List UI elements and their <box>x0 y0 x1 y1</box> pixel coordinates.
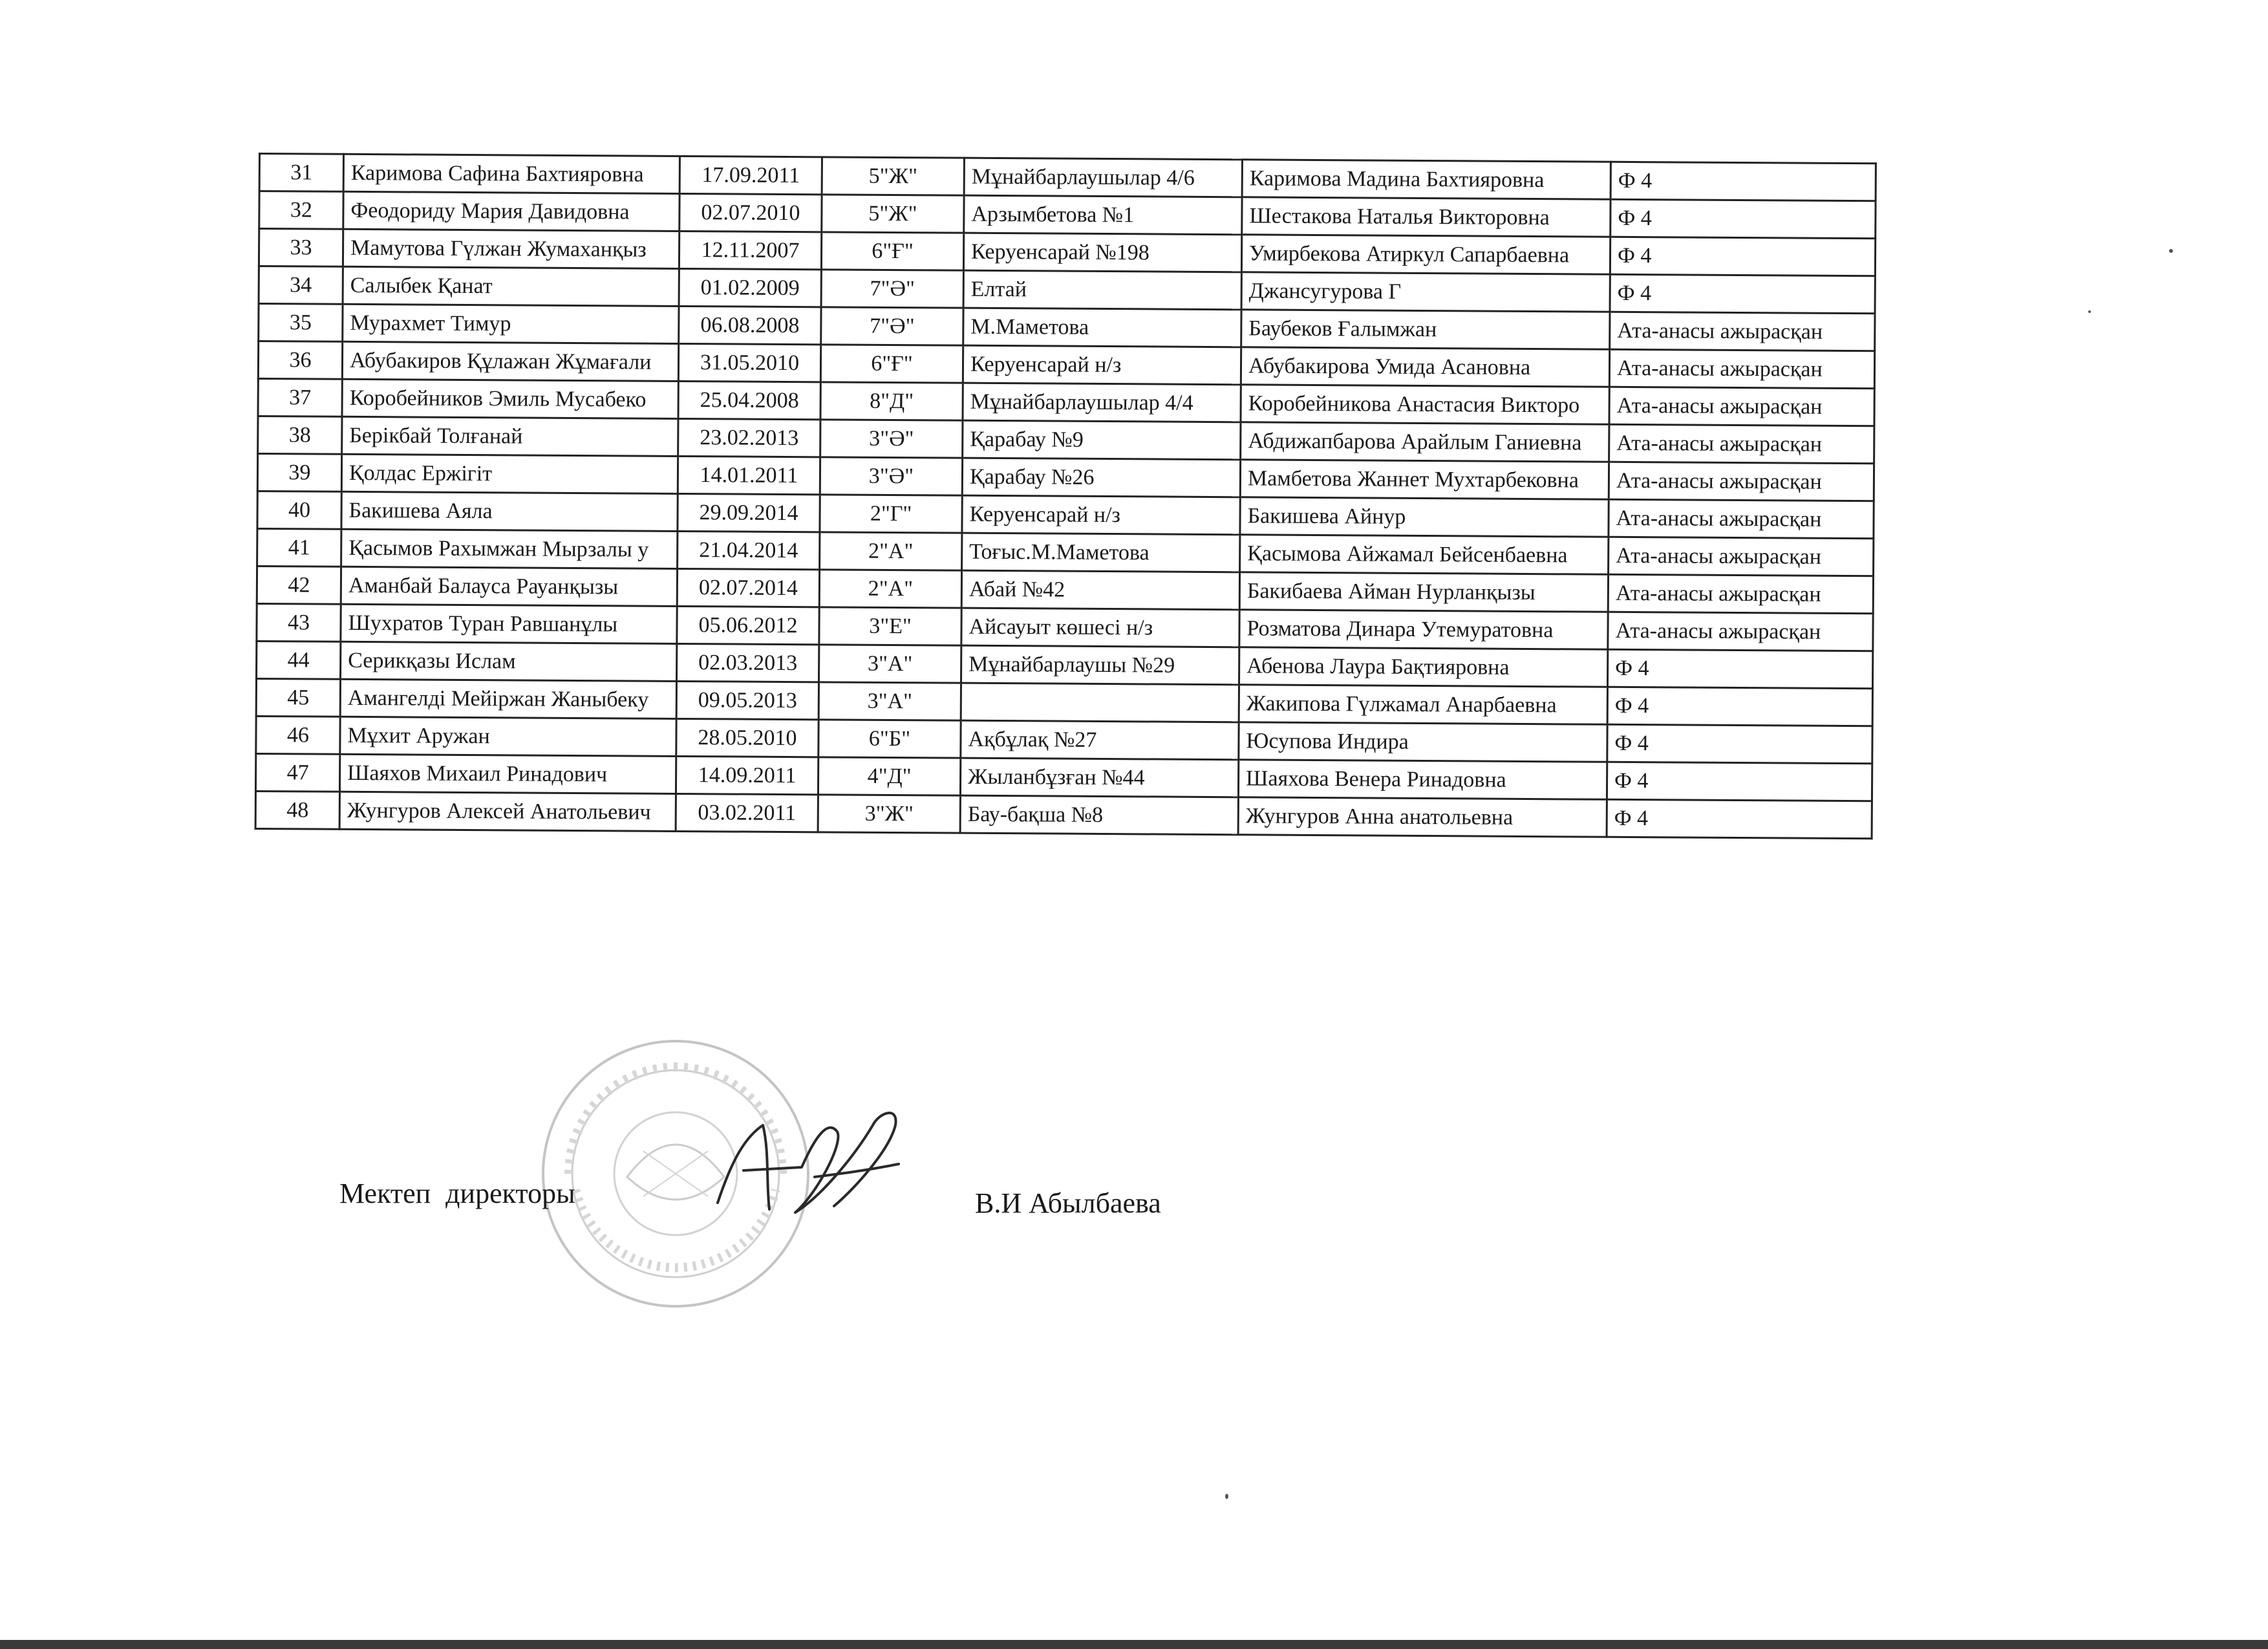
address-cell: Керуенсарай №198 <box>963 233 1241 272</box>
row-number-cell: 32 <box>259 191 343 230</box>
student-name-cell: Амангелді Мейіржан Жаныбеку <box>340 679 676 718</box>
scan-speck <box>1225 1494 1228 1499</box>
student-name-cell: Аманбай Балауса Рауанқызы <box>341 566 677 606</box>
director-signature-image <box>705 1099 912 1229</box>
student-list-table <box>255 153 1877 839</box>
row-number-cell: 36 <box>258 341 342 380</box>
birth-date-cell: 14.09.2011 <box>676 756 818 794</box>
address-cell: Айсауыт көшесі н/з <box>961 608 1239 647</box>
birth-date-cell: 05.06.2012 <box>677 606 819 644</box>
parent-name-cell: Қасымова Айжамал Бейсенбаевна <box>1240 535 1609 574</box>
parent-name-cell: Каримова Мадина Бахтияровна <box>1242 160 1610 199</box>
scan-speck <box>2169 249 2173 253</box>
birth-date-cell: 14.01.2011 <box>678 456 820 494</box>
student-name-cell: Мамутова Гүлжан Жумаханқыз <box>343 229 679 268</box>
parent-name-cell: Джансугурова Г <box>1241 272 1610 312</box>
row-number-cell: 43 <box>257 603 341 641</box>
parent-name-cell: Шаяхова Венера Ринадовна <box>1238 760 1607 799</box>
parent-name-cell: Абдижапбарова Арайлым Ганиевна <box>1241 422 1609 462</box>
row-number-cell: 33 <box>259 229 343 267</box>
parent-name-cell: Бакибаева Айман Нурланқызы <box>1239 572 1608 612</box>
row-number-cell: 46 <box>256 716 340 754</box>
grade-cell: 5"Ж" <box>822 157 964 195</box>
student-name-cell: Мұхит Аружан <box>340 717 676 756</box>
grade-cell: 4"Д" <box>818 757 960 795</box>
row-number-cell: 34 <box>259 266 343 305</box>
grade-cell: 6"Ғ" <box>821 232 963 270</box>
student-name-cell: Берікбай Толғанай <box>342 416 678 456</box>
grade-cell: 8"Д" <box>820 382 963 420</box>
address-cell: Арзымбетова №1 <box>964 195 1242 235</box>
birth-date-cell: 31.05.2010 <box>678 343 820 382</box>
director-name: В.И Абылбаева <box>975 1187 1161 1219</box>
row-number-cell: 48 <box>255 791 339 829</box>
grade-cell: 3"Е" <box>819 607 961 645</box>
address-cell: Мұнайбарлаушылар 4/4 <box>963 383 1241 422</box>
family-status-cell: Ф 4 <box>1607 687 1872 726</box>
birth-date-cell: 28.05.2010 <box>676 718 818 757</box>
parent-name-cell: Шестакова Наталья Викторовна <box>1242 197 1610 237</box>
birth-date-cell: 02.07.2010 <box>679 193 822 232</box>
address-cell: М.Маметова <box>963 308 1241 347</box>
family-status-cell: Ф 4 <box>1610 162 1876 201</box>
family-status-cell: Ф 4 <box>1607 762 1872 801</box>
birth-date-cell: 01.02.2009 <box>679 268 821 307</box>
student-name-cell: Жунгуров Алексей Анатольевич <box>339 792 676 831</box>
birth-date-cell: 17.09.2011 <box>679 156 822 194</box>
address-cell: Қарабау №26 <box>962 458 1240 497</box>
birth-date-cell: 25.04.2008 <box>678 381 820 419</box>
row-number-cell: 42 <box>257 566 341 604</box>
birth-date-cell: 03.02.2011 <box>676 793 818 832</box>
address-cell <box>961 683 1239 722</box>
family-status-cell: Ата-анасы ажырасқан <box>1609 499 1874 539</box>
birth-date-cell: 29.09.2014 <box>678 493 820 532</box>
birth-date-cell: 06.08.2008 <box>679 306 821 344</box>
grade-cell: 7"Ә" <box>821 307 963 345</box>
student-name-cell: Серикқазы Ислам <box>341 641 677 681</box>
address-cell: Елтай <box>963 270 1241 310</box>
family-status-cell: Ата-анасы ажырасқан <box>1609 424 1874 464</box>
parent-name-cell: Бакишева Айнур <box>1240 497 1609 537</box>
student-name-cell: Абубакиров Құлажан Жұмағали <box>342 341 678 381</box>
family-status-cell: Ата-анасы ажырасқан <box>1609 349 1874 389</box>
birth-date-cell: 23.02.2013 <box>678 418 820 457</box>
address-cell: Мұнайбарлаушы №29 <box>961 645 1239 685</box>
row-number-cell: 40 <box>257 491 341 529</box>
family-status-cell: Ф 4 <box>1607 724 1872 764</box>
family-status-cell: Ата-анасы ажырасқан <box>1608 612 1873 651</box>
student-name-cell: Шаяхов Михаил Ринадович <box>339 754 676 793</box>
student-name-cell: Шухратов Туран Равшанұлы <box>341 604 677 643</box>
row-number-cell: 39 <box>257 454 341 492</box>
grade-cell: 2"Г" <box>820 495 962 533</box>
row-number-cell: 35 <box>259 304 343 342</box>
address-cell: Жыланбұзған №44 <box>960 758 1238 797</box>
parent-name-cell: Баубеков Ғалымжан <box>1241 310 1610 349</box>
row-number-cell: 37 <box>258 379 342 417</box>
parent-name-cell: Юсупова Индира <box>1239 722 1607 762</box>
family-status-cell: Ата-анасы ажырасқан <box>1608 574 1873 614</box>
scan-speck <box>2088 310 2091 313</box>
address-cell: Бау-бақша №8 <box>960 795 1238 835</box>
grade-cell: 3"Ә" <box>820 420 963 458</box>
grade-cell: 3"Ә" <box>820 457 962 495</box>
parent-name-cell: Розматова Динара Утемуратовна <box>1239 610 1608 649</box>
birth-date-cell: 09.05.2013 <box>676 681 818 719</box>
grade-cell: 2"А" <box>820 532 962 570</box>
birth-date-cell: 02.03.2013 <box>677 643 819 682</box>
grade-cell: 5"Ж" <box>822 195 964 233</box>
row-number-cell: 38 <box>258 416 342 455</box>
row-number-cell: 44 <box>257 641 341 679</box>
student-list-table-wrapper <box>255 153 1877 839</box>
grade-cell: 3"Ж" <box>818 795 960 833</box>
grade-cell: 3"А" <box>818 682 961 720</box>
family-status-cell: Ата-анасы ажырасқан <box>1610 312 1875 351</box>
parent-name-cell: Абубакирова Умида Асановна <box>1241 347 1609 387</box>
director-title: Мектеп директоры <box>339 1178 575 1209</box>
family-status-cell: Ф 4 <box>1610 199 1876 239</box>
scanner-edge-bar <box>0 1640 2268 1649</box>
birth-date-cell: 12.11.2007 <box>679 231 821 269</box>
family-status-cell: Ф 4 <box>1607 799 1872 839</box>
birth-date-cell: 21.04.2014 <box>678 531 820 569</box>
parent-name-cell: Коробейникова Анастасия Викторо <box>1241 385 1609 424</box>
address-cell: Керуенсарай н/з <box>962 495 1240 535</box>
birth-date-cell: 02.07.2014 <box>677 568 819 607</box>
grade-cell: 6"Б" <box>818 720 961 758</box>
student-name-cell: Қасымов Рахымжан Мырзалы у <box>341 529 678 568</box>
row-number-cell: 31 <box>259 154 343 192</box>
address-cell: Ақбұлақ №27 <box>961 720 1239 760</box>
student-name-cell: Қолдас Ержігіт <box>341 454 678 493</box>
parent-name-cell: Умирбекова Атиркул Сапарбаевна <box>1241 235 1610 274</box>
family-status-cell: Ф 4 <box>1610 237 1875 276</box>
student-name-cell: Салыбек Қанат <box>343 266 679 306</box>
grade-cell: 7"Ә" <box>821 270 963 308</box>
student-name-cell: Мурахмет Тимур <box>343 304 679 343</box>
student-name-cell: Феодориду Мария Давидовна <box>343 191 679 231</box>
student-name-cell: Коробейников Эмиль Мусабеко <box>342 379 678 418</box>
row-number-cell: 41 <box>257 528 341 566</box>
row-number-cell: 45 <box>256 678 340 717</box>
family-status-cell: Ата-анасы ажырасқан <box>1609 387 1874 426</box>
parent-name-cell: Жакипова Гүлжамал Анарбаевна <box>1239 685 1607 724</box>
parent-name-cell: Жунгуров Анна анатольевна <box>1238 797 1607 837</box>
address-cell: Мұнайбарлаушылар 4/6 <box>964 158 1242 197</box>
address-cell: Тоғыс.М.Маметова <box>962 533 1240 572</box>
row-number-cell: 47 <box>255 753 339 792</box>
family-status-cell: Ф 4 <box>1610 274 1875 314</box>
family-status-cell: Ата-анасы ажырасқан <box>1609 462 1874 501</box>
parent-name-cell: Абенова Лаура Бақтияровна <box>1239 647 1608 687</box>
family-status-cell: Ата-анасы ажырасқан <box>1609 537 1874 576</box>
address-cell: Керуенсарай н/з <box>963 345 1241 385</box>
grade-cell: 6"Ғ" <box>820 345 963 383</box>
student-list-body <box>255 154 1876 839</box>
address-cell: Қарабау №9 <box>963 420 1241 460</box>
grade-cell: 2"А" <box>819 570 961 608</box>
family-status-cell: Ф 4 <box>1607 649 1872 689</box>
parent-name-cell: Мамбетова Жаннет Мухтарбековна <box>1240 460 1609 499</box>
address-cell: Абай №42 <box>961 570 1239 610</box>
grade-cell: 3"А" <box>819 645 961 683</box>
student-name-cell: Каримова Сафина Бахтияровна <box>343 154 679 193</box>
student-name-cell: Бакишева Аяла <box>341 491 678 531</box>
